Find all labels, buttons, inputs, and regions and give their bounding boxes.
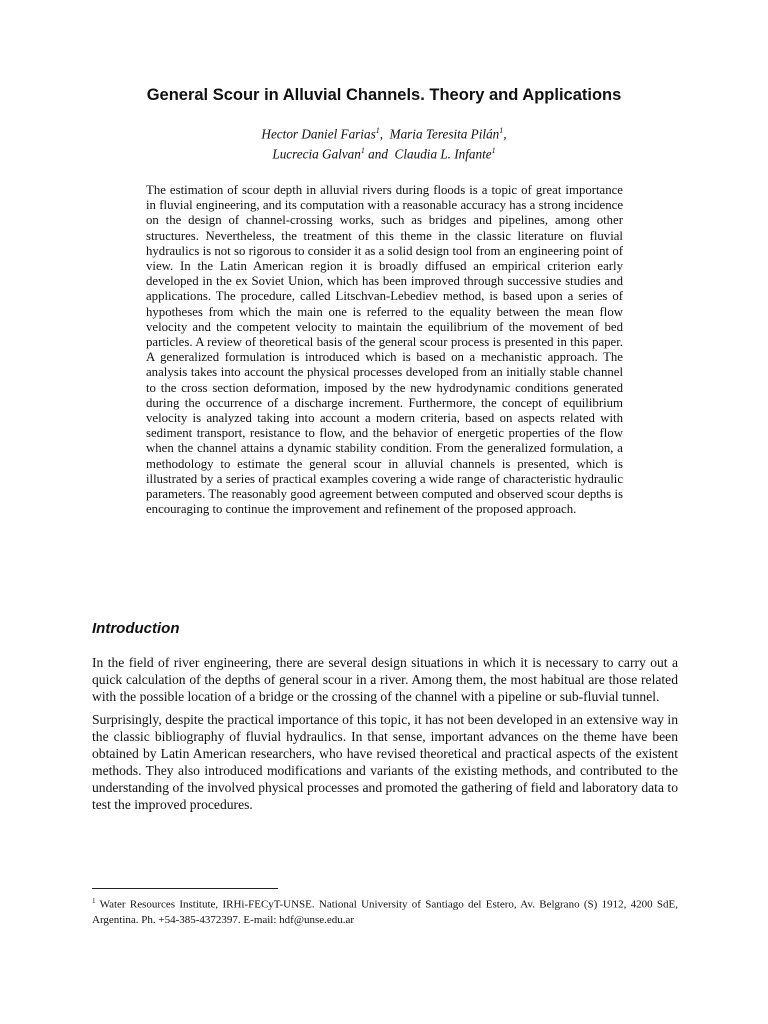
author-name: Claudia L. Infante [394, 146, 492, 162]
introduction-body [92, 654, 678, 819]
author-affiliation-marker: 1 [360, 146, 365, 156]
body-paragraph: Surprisingly, despite the practical importance of this topic, it has not been developed in an extensive way in the classic bibliography of fluvial hydraulics. In that sense, important advances on the theme have been obtained by Latin American researchers, who have revised theoretical and practical aspects of the existent methods. They also introduced modifications and variants of the existing methods, and contributed to the understanding of the involved physical processes and promoted the gathering of field and laboratory data to test the improved procedures. [92, 712, 678, 812]
section-heading-introduction: Introduction [92, 620, 180, 637]
author-line-2 [40, 142, 728, 162]
footnote-marker: 1 [92, 897, 96, 905]
footnote-text: Water Resources Institute, IRHi-FECyT-UNSE. National University of Santiago del Estero, Av. Belgrano (S) 1912, 4200 SdE, Argentina. Ph. +54-385-4372397. E-mail: hdf@unse.edu.ar [92, 898, 678, 926]
body-paragraph: In the field of river engineering, there are several design situations in which it is necessary to carry out a quick calculation of the depths of general scour in a river. Among them, the most habitual are those related with the possible location of a bridge or the crossing of the channel with a pipeline or sub-fluvial tunnel. [92, 655, 678, 704]
author-name: Lucrecia Galvan [272, 146, 361, 162]
abstract [146, 183, 623, 517]
paper-title: General Scour in Alluvial Channels. Theory and Applications [146, 86, 622, 104]
author-separator: and [364, 146, 395, 162]
author-name: Maria Teresita Pilán [389, 126, 500, 142]
abstract-text: The estimation of scour depth in alluvial rivers during floods is a topic of great importance in fluvial engineering, and its computation with a reasonable accuracy has a strong incidence on the design of channel-crossing works, such as bridges and pipelines, among other structures. Nevertheless, the treatment of this theme in the classic literature on fluvial hydraulics is not so rigorous to consider it as a solid design tool from an engineering point of view. In the Latin American region it is broadly diffused an empirical criterion early developed in the ex Soviet Union, which has been improved through successive studies and applications. The procedure, called Litschvan-Lebediev method, is based upon a series of hypotheses from which the main one is referred to the equality between the mean flow velocity and the competent velocity to maintain the equilibrium of the movement of bed particles. A review of theoretical basis of the general scour process is presented in this paper. A generalized formulation is introduced which is based on a mechanistic approach. The analysis takes into account the physical processes developed from an initially stable channel to the cross section deformation, imposed by the new hydrodynamic conditions generated during the occurrence of a discharge increment. Furthermore, the concept of equilibrium velocity is analyzed taking into account a modern criteria, based on aspects related with sediment transport, resistance to flow, and the behavior of energetic properties of the flow when the channel attains a dynamic stability condition. From the generalized formulation, a methodology to estimate the general scour in alluvial channels is presented, which is illustrated by a series of practical examples covering a wide range of characteristic hydraulic parameters. The reasonably good agreement between computed and observed scour depths is encouraging to continue the improvement and refinement of the proposed approach. [146, 183, 623, 517]
footnote-separator [92, 888, 278, 889]
author-list [40, 122, 728, 163]
author-separator: , [379, 126, 390, 142]
author-affiliation-marker: 1 [491, 146, 496, 156]
author-affiliation-marker: 1 [375, 126, 380, 135]
author-name: Hector Daniel Farias [261, 126, 376, 142]
author-affiliation-marker: 1 [499, 126, 504, 135]
author-line-1 [40, 122, 728, 142]
footnote [92, 894, 678, 928]
author-separator: , [503, 126, 507, 142]
